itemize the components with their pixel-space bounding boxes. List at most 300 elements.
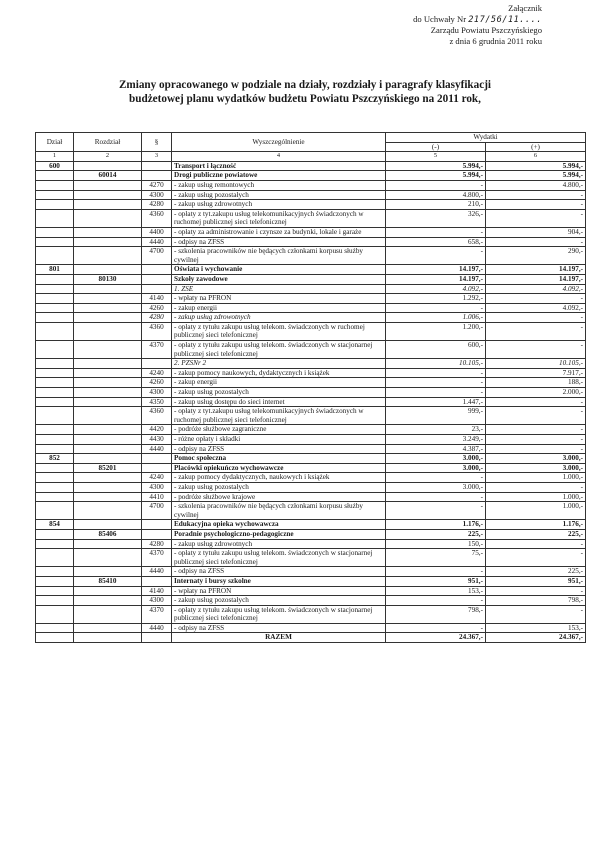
- table-row: [36, 313, 586, 323]
- cell-minus: -: [386, 378, 486, 388]
- cell-dzial: [36, 482, 74, 492]
- cell-plus: 10.105,-: [486, 359, 586, 369]
- cell-minus: 3.000,-: [386, 463, 486, 473]
- cell-description: Transport i łączność: [172, 161, 386, 171]
- table-row: [36, 378, 586, 388]
- cell-paragraf: 4280: [142, 200, 172, 210]
- cell-rozdzial: [74, 284, 142, 294]
- cell-paragraf: 4350: [142, 397, 172, 407]
- cell-rozdzial: [74, 539, 142, 549]
- cell-dzial: 854: [36, 520, 74, 530]
- cell-plus: 3.000,-: [486, 463, 586, 473]
- cell-description: - zakup usług pozostałych: [172, 596, 386, 606]
- cell-plus: -: [486, 586, 586, 596]
- table-row: [36, 482, 586, 492]
- cell-dzial: [36, 341, 74, 359]
- cell-plus: -: [486, 190, 586, 200]
- table-row: [36, 463, 586, 473]
- cell-minus: 951,-: [386, 576, 486, 586]
- cell-plus: -: [486, 482, 586, 492]
- cell-description: - zakup energii: [172, 303, 386, 313]
- cell-rozdzial: 60014: [74, 171, 142, 181]
- cell-minus: 4.800,-: [386, 190, 486, 200]
- cell-paragraf: [142, 161, 172, 171]
- cell-description: - zakup usług pozostałych: [172, 388, 386, 398]
- cell-dzial: [36, 388, 74, 398]
- table-row: [36, 200, 586, 210]
- cell-plus: 904,-: [486, 227, 586, 237]
- cell-description: - opłaty z tytułu zakupu usług telekom. świadczonych w ruchomej publicznej sieci telefonicznej: [172, 322, 386, 340]
- table-row: [36, 454, 586, 464]
- cell-paragraf: 4430: [142, 435, 172, 445]
- cell-dzial: [36, 247, 74, 265]
- cell-plus: 1.000,-: [486, 502, 586, 520]
- cell-paragraf: 4300: [142, 482, 172, 492]
- cell-description: - zakup usług pozostałych: [172, 482, 386, 492]
- cell-rozdzial: [74, 444, 142, 454]
- resolution-number: 217/56/11....: [468, 14, 542, 25]
- cell-rozdzial: [74, 294, 142, 304]
- title-line-2: budżetowej planu wydatków budżetu Powiatu Pszczyńskiego na 2011 rok,: [129, 93, 481, 105]
- cell-paragraf: [142, 265, 172, 275]
- cell-description: Pomoc społeczna: [172, 454, 386, 464]
- table-row: [36, 539, 586, 549]
- cell-minus: 658,-: [386, 237, 486, 247]
- table-row: [36, 359, 586, 369]
- cell-rozdzial: [74, 567, 142, 577]
- cell-description: - odpisy na ZFSS: [172, 623, 386, 633]
- colnum-6: 6: [486, 152, 586, 162]
- cell-rozdzial: [74, 623, 142, 633]
- cell-paragraf: 4300: [142, 190, 172, 200]
- header-rozdzial: Rozdział: [74, 133, 142, 152]
- cell-description: - różne opłaty i składki: [172, 435, 386, 445]
- colnum-4: 4: [172, 152, 386, 162]
- cell-paragraf: 4420: [142, 425, 172, 435]
- cell-plus: -: [486, 341, 586, 359]
- cell-dzial: [36, 633, 74, 643]
- cell-minus: 1.292,-: [386, 294, 486, 304]
- cell-minus: 999,-: [386, 407, 486, 425]
- table-row: [36, 397, 586, 407]
- cell-minus: 3.000,-: [386, 482, 486, 492]
- cell-plus: -: [486, 539, 586, 549]
- table-row: [36, 284, 586, 294]
- cell-rozdzial: [74, 502, 142, 520]
- table-row: [36, 520, 586, 530]
- cell-minus: 14.197,-: [386, 274, 486, 284]
- cell-minus: -: [386, 227, 486, 237]
- cell-plus: 7.917,-: [486, 368, 586, 378]
- cell-dzial: [36, 576, 74, 586]
- table-row: [36, 180, 586, 190]
- cell-minus: 3.000,-: [386, 454, 486, 464]
- cell-paragraf: [142, 284, 172, 294]
- cell-rozdzial: [74, 397, 142, 407]
- cell-minus: -: [386, 473, 486, 483]
- table-row: [36, 623, 586, 633]
- cell-plus: 14.197,-: [486, 265, 586, 275]
- cell-minus: 150,-: [386, 539, 486, 549]
- column-number-row: [36, 152, 586, 162]
- cell-description: - szkolenia pracowników nie będących członkami korpusu służby cywilnej: [172, 247, 386, 265]
- table-row: [36, 576, 586, 586]
- header-dzial: Dział: [36, 133, 74, 152]
- cell-rozdzial: [74, 596, 142, 606]
- table-row: [36, 425, 586, 435]
- cell-description: - szkolenia pracowników nie będących członkami korpusu służby cywilnej: [172, 502, 386, 520]
- cell-paragraf: 4140: [142, 294, 172, 304]
- colnum-2: 2: [74, 152, 142, 162]
- cell-dzial: [36, 171, 74, 181]
- cell-plus: -: [486, 425, 586, 435]
- cell-plus: 4.092,-: [486, 303, 586, 313]
- cell-dzial: [36, 284, 74, 294]
- cell-paragraf: 4240: [142, 473, 172, 483]
- cell-plus: -: [486, 209, 586, 227]
- cell-dzial: [36, 539, 74, 549]
- table-row: [36, 265, 586, 275]
- cell-dzial: [36, 463, 74, 473]
- cell-plus: 14.197,-: [486, 274, 586, 284]
- cell-rozdzial: [74, 313, 142, 323]
- cell-rozdzial: [74, 520, 142, 530]
- title-line-1: Zmiany opracowanego w podziale na działy, rozdziały i paragrafy klasyfikacji: [118, 79, 492, 91]
- cell-rozdzial: [74, 633, 142, 643]
- cell-rozdzial: [74, 247, 142, 265]
- cell-dzial: [36, 274, 74, 284]
- cell-dzial: [36, 435, 74, 445]
- cell-minus: 5.994,-: [386, 171, 486, 181]
- cell-rozdzial: [74, 237, 142, 247]
- cell-plus: 5.994,-: [486, 161, 586, 171]
- cell-dzial: [36, 359, 74, 369]
- total-row: [36, 633, 586, 643]
- cell-paragraf: 4300: [142, 388, 172, 398]
- cell-description: Poradnie psychologiczno-pedagogiczne: [172, 529, 386, 539]
- cell-dzial: [36, 596, 74, 606]
- cell-plus: 1.000,-: [486, 473, 586, 483]
- cell-paragraf: [142, 529, 172, 539]
- cell-description: Edukacyjna opieka wychowawcza: [172, 520, 386, 530]
- cell-description: - zakup usług zdrowotnych: [172, 313, 386, 323]
- cell-description: - zakup usług zdrowotnych: [172, 539, 386, 549]
- cell-paragraf: 4440: [142, 237, 172, 247]
- cell-minus: 4.092,-: [386, 284, 486, 294]
- attachment-label: Załącznik: [508, 3, 542, 13]
- table-row: [36, 407, 586, 425]
- cell-paragraf: 4360: [142, 209, 172, 227]
- cell-minus: 24.367,-: [386, 633, 486, 643]
- cell-description: - opłaty z tytułu zakupu usług telekom. świadczonych w stacjonarnej publicznej sieci telefonicznej: [172, 549, 386, 567]
- cell-description: - podróże służbowe zagraniczne: [172, 425, 386, 435]
- cell-dzial: 852: [36, 454, 74, 464]
- cell-plus: 225,-: [486, 567, 586, 577]
- cell-description: - zakup usług dostępu do sieci internet: [172, 397, 386, 407]
- cell-plus: -: [486, 444, 586, 454]
- cell-paragraf: [142, 520, 172, 530]
- cell-rozdzial: 85406: [74, 529, 142, 539]
- attachment-note: [413, 3, 542, 46]
- table-row: [36, 294, 586, 304]
- table-row: [36, 586, 586, 596]
- budget-table: [35, 132, 586, 643]
- cell-description: - opłaty z tytułu zakupu usług telekom. świadczonych w stacjonarnej publicznej sieci telefonicznej: [172, 605, 386, 623]
- cell-dzial: 600: [36, 161, 74, 171]
- cell-dzial: [36, 313, 74, 323]
- cell-plus: 1.176,-: [486, 520, 586, 530]
- cell-plus: -: [486, 397, 586, 407]
- cell-paragraf: [142, 171, 172, 181]
- table-row: [36, 171, 586, 181]
- table-row: [36, 473, 586, 483]
- cell-paragraf: 4260: [142, 303, 172, 313]
- cell-dzial: [36, 190, 74, 200]
- header-row-1: [36, 133, 586, 143]
- cell-rozdzial: [74, 473, 142, 483]
- cell-minus: 153,-: [386, 586, 486, 596]
- table-row: [36, 341, 586, 359]
- cell-plus: 153,-: [486, 623, 586, 633]
- cell-minus: -: [386, 567, 486, 577]
- table-row: [36, 227, 586, 237]
- document-title: [60, 78, 550, 106]
- cell-plus: 2.000,-: [486, 388, 586, 398]
- cell-rozdzial: [74, 454, 142, 464]
- cell-plus: -: [486, 435, 586, 445]
- cell-dzial: [36, 378, 74, 388]
- cell-minus: 23,-: [386, 425, 486, 435]
- cell-paragraf: [142, 633, 172, 643]
- cell-minus: 10.105,-: [386, 359, 486, 369]
- cell-paragraf: 4370: [142, 549, 172, 567]
- cell-description: - zakup usług pozostałych: [172, 190, 386, 200]
- cell-description: - wpłaty na PFRON: [172, 294, 386, 304]
- cell-minus: 5.994,-: [386, 161, 486, 171]
- header-paragraf: §: [142, 133, 172, 152]
- cell-minus: 4.387,-: [386, 444, 486, 454]
- cell-paragraf: 4440: [142, 444, 172, 454]
- cell-paragraf: 4280: [142, 539, 172, 549]
- cell-plus: 798,-: [486, 596, 586, 606]
- cell-rozdzial: [74, 482, 142, 492]
- cell-description: - opłaty z tyt.zakupu usług telekomunikacyjnych świadczonych w ruchomej publicznej sieci telefonicznej: [172, 209, 386, 227]
- cell-paragraf: 4270: [142, 180, 172, 190]
- cell-paragraf: 4280: [142, 313, 172, 323]
- cell-description: 2. PZSNr 2: [172, 359, 386, 369]
- cell-description: - wpłaty na PFRON: [172, 586, 386, 596]
- cell-dzial: [36, 586, 74, 596]
- cell-rozdzial: [74, 227, 142, 237]
- cell-paragraf: [142, 454, 172, 464]
- cell-paragraf: 4300: [142, 596, 172, 606]
- cell-paragraf: 4370: [142, 341, 172, 359]
- cell-paragraf: 4260: [142, 378, 172, 388]
- cell-paragraf: 4700: [142, 247, 172, 265]
- resolution-line: [413, 14, 542, 26]
- header-opis: Wyszczególnienie: [172, 133, 386, 152]
- cell-rozdzial: [74, 190, 142, 200]
- table-row: [36, 247, 586, 265]
- cell-rozdzial: [74, 322, 142, 340]
- cell-plus: 951,-: [486, 576, 586, 586]
- cell-rozdzial: [74, 407, 142, 425]
- cell-plus: -: [486, 407, 586, 425]
- table-row: [36, 368, 586, 378]
- table-row: [36, 209, 586, 227]
- cell-description: - zakup energii: [172, 378, 386, 388]
- cell-dzial: [36, 180, 74, 190]
- cell-rozdzial: [74, 492, 142, 502]
- table-row: [36, 567, 586, 577]
- cell-paragraf: 4370: [142, 605, 172, 623]
- cell-minus: -: [386, 247, 486, 265]
- cell-paragraf: [142, 463, 172, 473]
- cell-description: - zakup usług zdrowotnych: [172, 200, 386, 210]
- cell-paragraf: 4410: [142, 492, 172, 502]
- cell-rozdzial: [74, 549, 142, 567]
- cell-plus: 4.092,-: [486, 284, 586, 294]
- cell-plus: -: [486, 605, 586, 623]
- cell-minus: 1.447,-: [386, 397, 486, 407]
- table-row: [36, 388, 586, 398]
- cell-dzial: [36, 444, 74, 454]
- cell-rozdzial: 85410: [74, 576, 142, 586]
- cell-description: Placówki opiekuńczo wychowawcze: [172, 463, 386, 473]
- cell-dzial: [36, 294, 74, 304]
- cell-plus: -: [486, 313, 586, 323]
- cell-dzial: [36, 200, 74, 210]
- cell-dzial: [36, 407, 74, 425]
- header-minus: (-): [386, 142, 486, 152]
- cell-dzial: [36, 502, 74, 520]
- cell-rozdzial: 80130: [74, 274, 142, 284]
- cell-description: - zakup pomocy naukowych, dydaktycznych i książek: [172, 368, 386, 378]
- cell-rozdzial: [74, 200, 142, 210]
- cell-rozdzial: [74, 303, 142, 313]
- colnum-5: 5: [386, 152, 486, 162]
- cell-description: - odpisy na ZFSS: [172, 567, 386, 577]
- cell-dzial: [36, 473, 74, 483]
- cell-minus: 1.006,-: [386, 313, 486, 323]
- cell-description: - odpisy na ZFSS: [172, 237, 386, 247]
- cell-rozdzial: [74, 161, 142, 171]
- colnum-3: 3: [142, 152, 172, 162]
- cell-minus: 600,-: [386, 341, 486, 359]
- cell-dzial: [36, 227, 74, 237]
- cell-rozdzial: [74, 378, 142, 388]
- cell-description: Oświata i wychowanie: [172, 265, 386, 275]
- cell-description: Drogi publiczne powiatowe: [172, 171, 386, 181]
- table-row: [36, 492, 586, 502]
- cell-minus: 75,-: [386, 549, 486, 567]
- cell-description: - opłaty za administrowanie i czynsze za budynki, lokale i garaże: [172, 227, 386, 237]
- table-row: [36, 435, 586, 445]
- cell-description: - podróże służbowe krajowe: [172, 492, 386, 502]
- cell-description: RAZEM: [172, 633, 386, 643]
- cell-rozdzial: [74, 209, 142, 227]
- cell-paragraf: [142, 576, 172, 586]
- cell-dzial: [36, 303, 74, 313]
- cell-plus: 3.000,-: [486, 454, 586, 464]
- cell-description: Internaty i bursy szkolne: [172, 576, 386, 586]
- cell-description: - opłaty z tytułu zakupu usług telekom. świadczonych w stacjonarnej publicznej sieci telefonicznej: [172, 341, 386, 359]
- cell-dzial: [36, 368, 74, 378]
- table-row: [36, 190, 586, 200]
- cell-rozdzial: [74, 388, 142, 398]
- cell-rozdzial: [74, 586, 142, 596]
- cell-dzial: [36, 567, 74, 577]
- cell-minus: 326,-: [386, 209, 486, 227]
- table-row: [36, 237, 586, 247]
- cell-dzial: [36, 549, 74, 567]
- header-wydatki: Wydatki: [386, 133, 586, 143]
- table-row: [36, 274, 586, 284]
- cell-dzial: [36, 322, 74, 340]
- cell-minus: 210,-: [386, 200, 486, 210]
- table-row: [36, 161, 586, 171]
- cell-paragraf: 4360: [142, 322, 172, 340]
- cell-plus: -: [486, 200, 586, 210]
- cell-rozdzial: 85201: [74, 463, 142, 473]
- cell-paragraf: [142, 359, 172, 369]
- cell-plus: 1.000,-: [486, 492, 586, 502]
- cell-description: - zakup pomocy dydaktycznych, naukowych i książek: [172, 473, 386, 483]
- table-body: [36, 161, 586, 642]
- cell-rozdzial: [74, 425, 142, 435]
- board-name: Zarządu Powiatu Pszczyńskiego: [430, 25, 542, 36]
- cell-minus: 14.197,-: [386, 265, 486, 275]
- cell-dzial: [36, 425, 74, 435]
- cell-plus: -: [486, 237, 586, 247]
- cell-dzial: [36, 397, 74, 407]
- cell-dzial: [36, 605, 74, 623]
- cell-minus: -: [386, 492, 486, 502]
- colnum-1: 1: [36, 152, 74, 162]
- cell-dzial: [36, 492, 74, 502]
- cell-description: Szkoły zawodowe: [172, 274, 386, 284]
- cell-rozdzial: [74, 341, 142, 359]
- cell-plus: 4.800,-: [486, 180, 586, 190]
- cell-paragraf: 4440: [142, 567, 172, 577]
- cell-minus: -: [386, 180, 486, 190]
- cell-minus: -: [386, 303, 486, 313]
- table-row: [36, 303, 586, 313]
- resolution-date: z dnia 6 grudnia 2011 roku: [449, 35, 542, 46]
- cell-plus: 188,-: [486, 378, 586, 388]
- cell-minus: -: [386, 502, 486, 520]
- cell-minus: -: [386, 623, 486, 633]
- cell-paragraf: 4240: [142, 368, 172, 378]
- resolution-prefix: do Uchwały Nr: [413, 13, 467, 24]
- cell-plus: -: [486, 322, 586, 340]
- cell-rozdzial: [74, 265, 142, 275]
- cell-dzial: [36, 209, 74, 227]
- cell-plus: -: [486, 294, 586, 304]
- table-row: [36, 549, 586, 567]
- cell-dzial: [36, 529, 74, 539]
- cell-rozdzial: [74, 180, 142, 190]
- cell-plus: 5.994,-: [486, 171, 586, 181]
- cell-minus: -: [386, 596, 486, 606]
- cell-description: - opłaty z tyt.zakupu usług telekomunikacyjnych świadczonych w ruchomej publicznej sieci telefonicznej: [172, 407, 386, 425]
- cell-rozdzial: [74, 435, 142, 445]
- cell-minus: 225,-: [386, 529, 486, 539]
- cell-plus: -: [486, 549, 586, 567]
- cell-rozdzial: [74, 368, 142, 378]
- cell-paragraf: 4360: [142, 407, 172, 425]
- cell-minus: 1.176,-: [386, 520, 486, 530]
